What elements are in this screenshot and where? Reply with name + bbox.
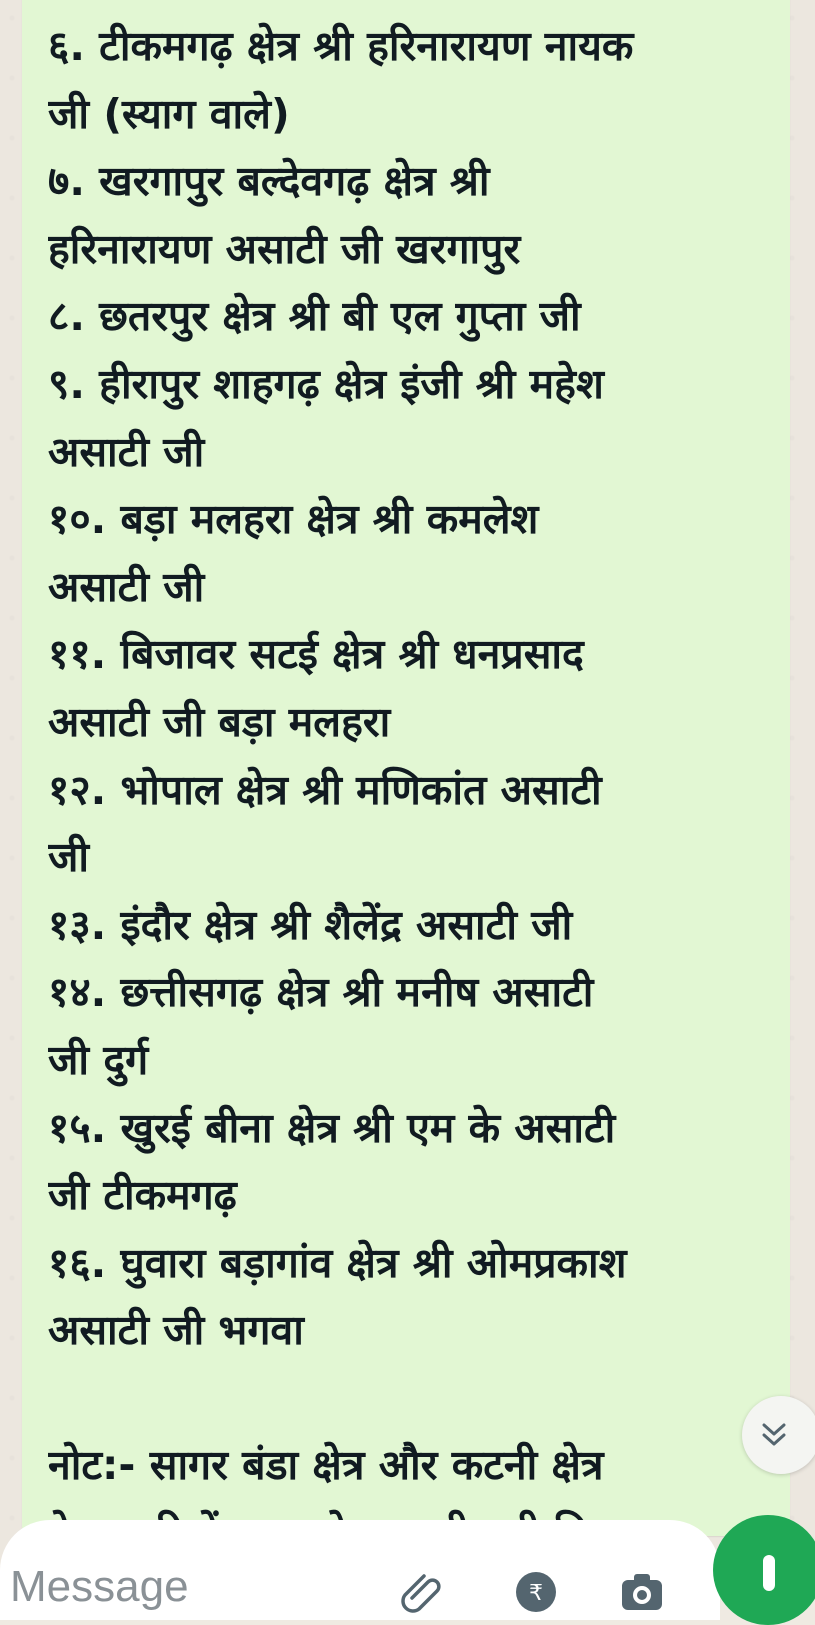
message-line: ११. बिजावर सटई क्षेत्र श्री धनप्रसाद [48, 630, 584, 679]
message-line: जी दुर्ग [48, 1035, 149, 1084]
message-line: जी (स्याग वाले) [48, 89, 290, 138]
camera-icon[interactable] [618, 1568, 666, 1616]
message-line: ९. हीरापुर शाहगढ़ क्षेत्र इंजी श्री महेश [48, 359, 604, 408]
chevron-double-down-icon [757, 1418, 791, 1452]
rupee-icon[interactable] [512, 1568, 560, 1616]
message-line: ६. टीकमगढ़ क्षेत्र श्री हरिनारायण नायक [48, 22, 634, 70]
message-line: १४. छत्तीसगढ़ क्षेत्र श्री मनीष असाटी [48, 968, 594, 1017]
message-line: नोट:- सागर बंडा क्षेत्र और कटनी क्षेत्र [48, 1441, 604, 1490]
message-composer[interactable] [0, 1520, 720, 1620]
message-line: जी टीकमगढ़ [48, 1171, 237, 1220]
message-line: १६. घुवारा बड़ागांव क्षेत्र श्री ओमप्रकाश [48, 1238, 627, 1287]
message-line: १५. खुरई बीना क्षेत्र श्री एम के असाटी [48, 1103, 616, 1152]
message-line: ७. खरगापुर बल्देवगढ़ क्षेत्र श्री [48, 157, 490, 206]
message-line: असाटी जी भगवा [48, 1306, 304, 1355]
message-line-blank [48, 1365, 790, 1433]
message-line: असाटी जी [48, 562, 205, 611]
message-bubble[interactable] [22, 0, 790, 1536]
message-line: असाटी जी बड़ा मलहरा [48, 697, 391, 746]
svg-text:₹: ₹ [529, 1581, 543, 1606]
message-line: हरिनारायण असाटी जी खरगापुर [48, 224, 521, 273]
message-input[interactable]: Message [10, 1562, 189, 1611]
message-line: ८. छतरपुर क्षेत्र श्री बी एल गुप्ता जी [48, 292, 581, 341]
scroll-to-bottom-button[interactable] [742, 1396, 815, 1474]
message-line: १३. इंदौर क्षेत्र श्री शैलेंद्र असाटी जी [48, 900, 573, 949]
paperclip-icon[interactable] [398, 1568, 446, 1616]
message-line: असाटी जी [48, 427, 205, 476]
message-text [48, 13, 790, 1536]
microphone-button[interactable] [713, 1515, 815, 1625]
message-line: १०. बड़ा मलहरा क्षेत्र श्री कमलेश [48, 495, 539, 544]
message-line: जी [48, 833, 90, 882]
message-line: १२. भोपाल क्षेत्र श्री मणिकांत असाटी [48, 765, 602, 814]
microphone-icon [763, 1555, 775, 1591]
